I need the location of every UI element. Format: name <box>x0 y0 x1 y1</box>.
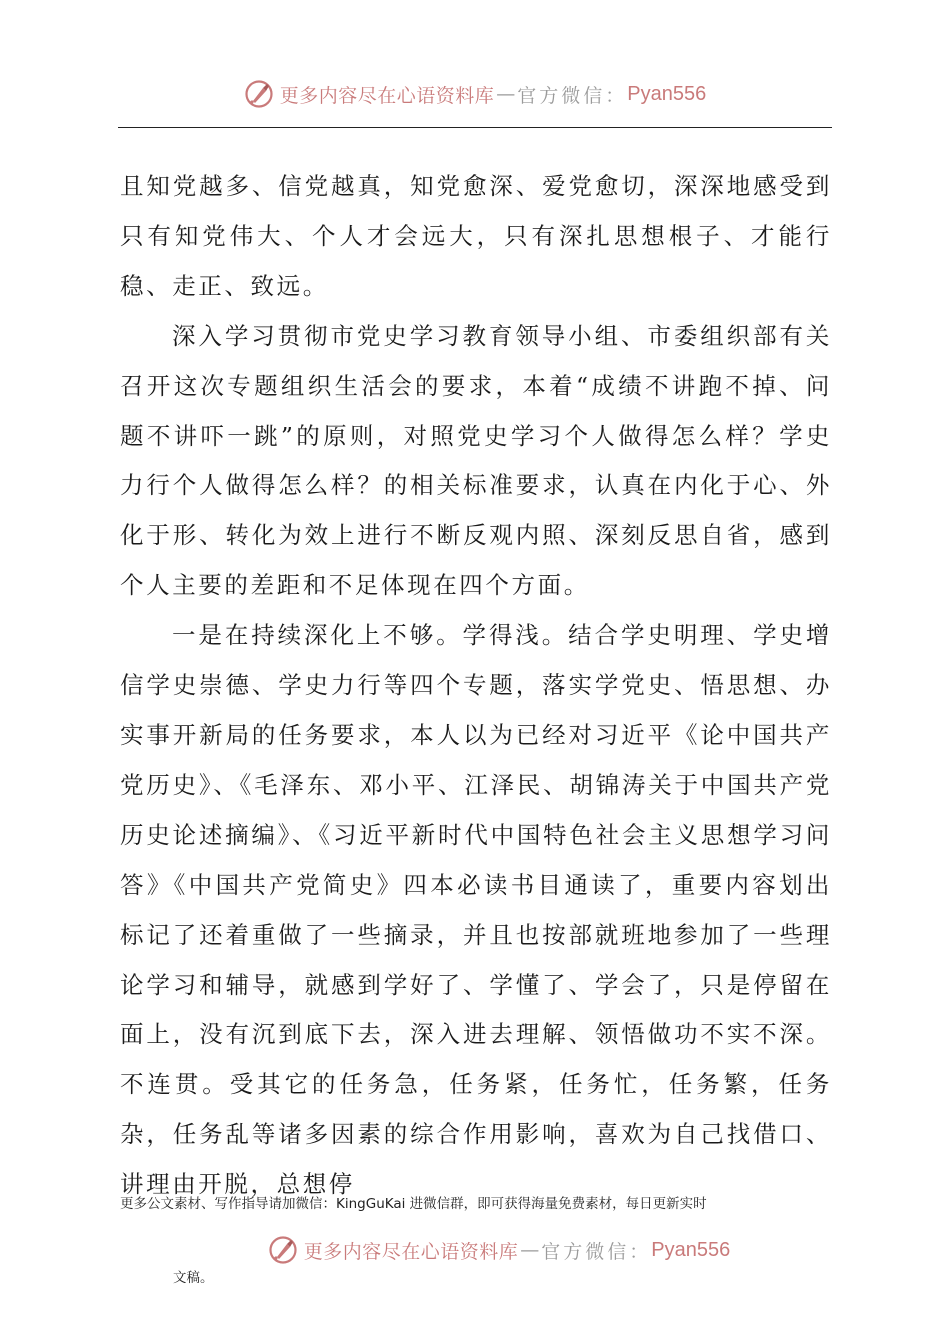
footer-promo-note-tail: 文稿。 <box>173 1270 214 1286</box>
banner-wechat-label: 官方微信： <box>517 84 628 107</box>
pen-nib-logo-icon <box>268 1235 298 1265</box>
banner-dash: — <box>496 83 516 105</box>
banner-wechat-id: Pyan556 <box>627 82 707 105</box>
banner-wechat-id: Pyan556 <box>651 1238 731 1261</box>
paragraph-continuation: 且知党越多、信党越真，知党愈深、爱党愈切，深深地感受到只有知党伟大、个人才会远大，只有深扎思想根子、才能行稳、走正、致远。 <box>120 172 832 300</box>
paragraph-point-one: 一是在持续深化上不够。学得浅。结合学史明理、学史增信学史崇德、学史力行等四个专题，落实学党史、悟思想、办实事开新局的任务要求，本人以为已经对习近平《论中国共产党历史》、《毛泽东、邓小平、江泽民、胡锦涛关于中国共产党历史论述摘编》、《习近平新时代中国特色社会主义思想学习问答》《中国共产党简史》四本必读书目通读了，重要内容划出标记了还着重做了一些摘录，并且也按部就班地参加了一些理论学习和辅导，就感到学好了、学懂了、学会了，只是停留在面上，没有沉到底下去，深入进去理解、领悟做功不实不深。不连贯。受其它的任务急，任务紧，任务忙，任务繁，任务杂，任务乱等诸多因素的综合作用影响，喜欢为自己找借口、讲理由开脱，总想停 <box>120 621 832 1199</box>
footer-watermark-banner <box>24 1230 950 1270</box>
header-watermark-banner <box>0 74 950 114</box>
document-body <box>120 162 832 1210</box>
header-divider <box>118 127 832 128</box>
pen-nib-logo-icon <box>244 79 274 109</box>
paragraph-intro: 深入学习贯彻市党史学习教育领导小组、市委组织部有关召开这次专题组织生活会的要求，本着“成绩不讲跑不掉、问题不讲吓一跳”的原则，对照党史学习个人做得怎么样？学史力行个人做得怎么样？的相关标准要求，认真在内化于心、外化于形、转化为效上进行不断反观内照、深刻反思自省，感到个人主要的差距和不足体现在四个方面。 <box>120 321 832 600</box>
banner-site-name: 更多内容尽在心语资料库 <box>279 84 495 107</box>
footer-promo-note: 更多公文素材、写作指导请加微信：KingGuKai 进微信群，即可获得海量免费素材，每日更新实时 <box>120 1196 707 1212</box>
banner-site-name: 更多内容尽在心语资料库 <box>303 1240 519 1263</box>
banner-wechat-label: 官方微信： <box>541 1240 652 1263</box>
banner-dash: — <box>520 1239 540 1261</box>
